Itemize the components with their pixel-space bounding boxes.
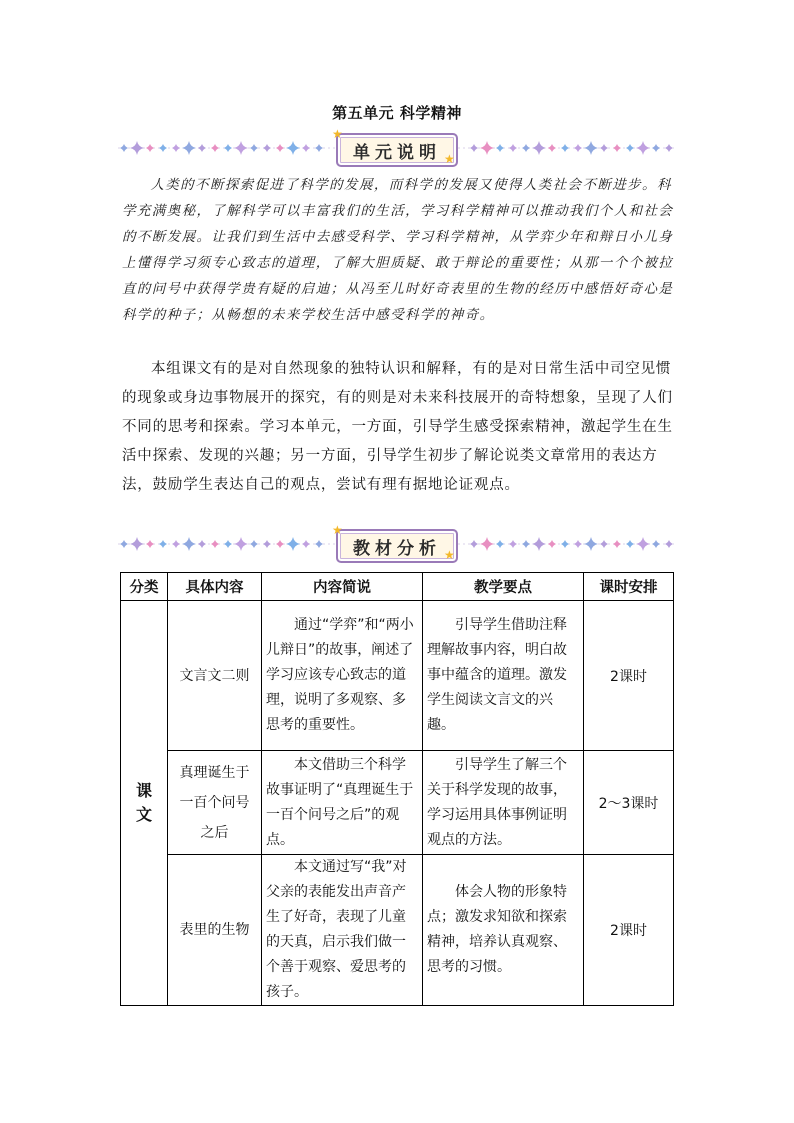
header-content: 具体内容 xyxy=(168,573,262,601)
sparkle-icon xyxy=(130,537,144,551)
sparkle-icon xyxy=(574,144,582,152)
brief-cell: 通过“学弈”和“两小儿辩日”的故事，阐述了学习应该专心致志的道理，说明了多观察、多思考的重要性。 xyxy=(262,601,423,751)
brief-cell: 本文借助三个科学故事证明了“真理诞生于一百个问号之后”的观点。 xyxy=(262,751,423,855)
table-row xyxy=(121,855,674,1006)
sparkle-icon xyxy=(509,144,517,152)
sparkle-icon xyxy=(315,144,323,152)
sparkle-icon xyxy=(172,144,180,152)
sparkle-icon xyxy=(496,144,504,152)
sparkle-icon xyxy=(182,141,196,155)
sparkle-icon xyxy=(198,144,206,152)
sparkle-icon xyxy=(120,540,128,548)
page-title: 第五单元 科学精神 xyxy=(332,104,462,122)
star-icon: ★ xyxy=(444,152,455,166)
sparkle-icon xyxy=(263,540,271,548)
sparkle-icon xyxy=(286,537,300,551)
sparkle-icon xyxy=(532,141,546,155)
sparkle-icon xyxy=(302,144,310,152)
intro-paragraph-2: 本组课文有的是对自然现象的独特认识和解释，有的是对日常生活中司空见惯的现象或身边事物展开的探究，有的则是对未来科技展开的奇特想象，呈现了人们不同的思考和探索。学习本单元，一方面，引导学生感受探索精神，激起学生在生活中探索、发现的兴趣；另一方面，引导学生初步了解论说类文章常用的表达方法，鼓励学生表达自己的观点，尝试有理有据地论证观点。 xyxy=(122,361,673,493)
section-title-badge: 教材分析 xyxy=(336,529,458,563)
sparkle-icon xyxy=(509,540,517,548)
brief-cell: 本文通过写“我”对父亲的表能发出声音产生了好奇，表现了儿童的天真，启示我们做一个善于观察、爱思考的孩子。 xyxy=(262,855,423,1006)
star-icon: ★ xyxy=(444,548,455,562)
sparkle-icon xyxy=(224,540,232,548)
section-banner-unit-description xyxy=(118,128,674,168)
intro-paragraph-1: 人类的不断探索促进了科学的发展，而科学的发展又使得人类社会不断进步。科学充满奥秘，了解科学可以丰富我们的生活，学习科学精神可以推动我们个人和社会的不断发展。让我们到生活中去感受科学、学习科学精神，从学弈少年和辩日小儿身上懂得学习须专心致志的道理，了解大胆质疑、敢于辩论的重要性；从那一个个被拉直的问号中获得学贵有疑的启迪；从冯至儿时好奇表里的生物的经历中感悟好奇心是科学的种子；从畅想的未来学校生活中感受科学的神奇。 xyxy=(122,177,674,323)
header-hours: 课时安排 xyxy=(584,573,674,601)
material-analysis-table xyxy=(120,572,674,1006)
header-teaching-points: 教学要点 xyxy=(423,573,584,601)
sparkle-icon xyxy=(130,141,144,155)
content-cell: 文言文二则 xyxy=(168,601,262,751)
sparkle-icon xyxy=(198,540,206,548)
sparkle-icon xyxy=(234,537,248,551)
sparkle-icon xyxy=(665,540,673,548)
sparkle-icon xyxy=(532,537,546,551)
sparkle-icon xyxy=(250,540,258,548)
content-cell: 真理诞生于一百个问号之后 xyxy=(168,751,262,855)
sparkle-icon xyxy=(626,144,634,152)
sparkle-icon xyxy=(584,537,598,551)
category-label: 课 文 xyxy=(135,781,152,824)
sparkle-icon xyxy=(302,540,310,548)
teaching-points-cell: 引导学生了解三个关于科学发现的故事，学习运用具体事例证明观点的方法。 xyxy=(423,751,584,855)
sparkle-icon xyxy=(636,141,650,155)
sparkle-icon xyxy=(315,540,323,548)
header-brief: 内容简说 xyxy=(262,573,423,601)
sparkle-icon xyxy=(263,144,271,152)
sparkle-icon xyxy=(480,141,494,155)
sparkle-icon xyxy=(182,537,196,551)
sparkle-icon xyxy=(665,144,673,152)
sparkle-icon xyxy=(496,540,504,548)
sparkle-icon xyxy=(211,144,219,152)
sparkle-icon xyxy=(146,144,154,152)
section-banner-material-analysis xyxy=(118,524,674,564)
hours-cell: 2～3课时 xyxy=(584,751,674,855)
sparkle-icon xyxy=(626,540,634,548)
sparkle-icon xyxy=(613,144,621,152)
star-icon: ★ xyxy=(332,127,343,141)
sparkle-icon xyxy=(613,540,621,548)
sparkle-icon xyxy=(600,144,608,152)
table-header-row xyxy=(121,573,674,601)
sparkle-icon xyxy=(561,540,569,548)
content-cell: 表里的生物 xyxy=(168,855,262,1006)
sparkle-icon xyxy=(211,540,219,548)
sparkle-icon xyxy=(224,144,232,152)
sparkle-icon xyxy=(286,141,300,155)
section-title-badge: 单元说明 xyxy=(336,133,458,167)
header-category: 分类 xyxy=(121,573,168,601)
sparkle-icon xyxy=(159,144,167,152)
table-row xyxy=(121,751,674,855)
sparkle-icon xyxy=(250,144,258,152)
hours-cell: 2课时 xyxy=(584,601,674,751)
teaching-points-cell: 体会人物的形象特点；激发求知欲和探索精神，培养认真观察、思考的习惯。 xyxy=(423,855,584,1006)
sparkle-icon xyxy=(146,540,154,548)
teaching-points-cell: 引导学生借助注释理解故事内容，明白故事中蕴含的道理。激发学生阅读文言文的兴趣。 xyxy=(423,601,584,751)
sparkle-icon xyxy=(470,144,478,152)
sparkle-icon xyxy=(600,540,608,548)
sparkle-icon xyxy=(522,540,530,548)
sparkle-icon xyxy=(548,540,556,548)
sparkle-icon xyxy=(276,540,284,548)
category-cell xyxy=(121,601,168,1006)
sparkle-icon xyxy=(172,540,180,548)
sparkle-icon xyxy=(159,540,167,548)
sparkle-icon xyxy=(652,144,660,152)
sparkle-icon xyxy=(574,540,582,548)
sparkle-icon xyxy=(584,141,598,155)
sparkle-icon xyxy=(561,144,569,152)
sparkle-icon xyxy=(470,540,478,548)
sparkle-icon xyxy=(522,144,530,152)
sparkle-icon xyxy=(548,144,556,152)
sparkle-icon xyxy=(636,537,650,551)
sparkle-icon xyxy=(652,540,660,548)
star-icon: ★ xyxy=(332,523,343,537)
hours-cell: 2课时 xyxy=(584,855,674,1006)
sparkle-icon xyxy=(120,144,128,152)
sparkle-icon xyxy=(276,144,284,152)
table-row xyxy=(121,601,674,751)
sparkle-icon xyxy=(480,537,494,551)
sparkle-icon xyxy=(234,141,248,155)
